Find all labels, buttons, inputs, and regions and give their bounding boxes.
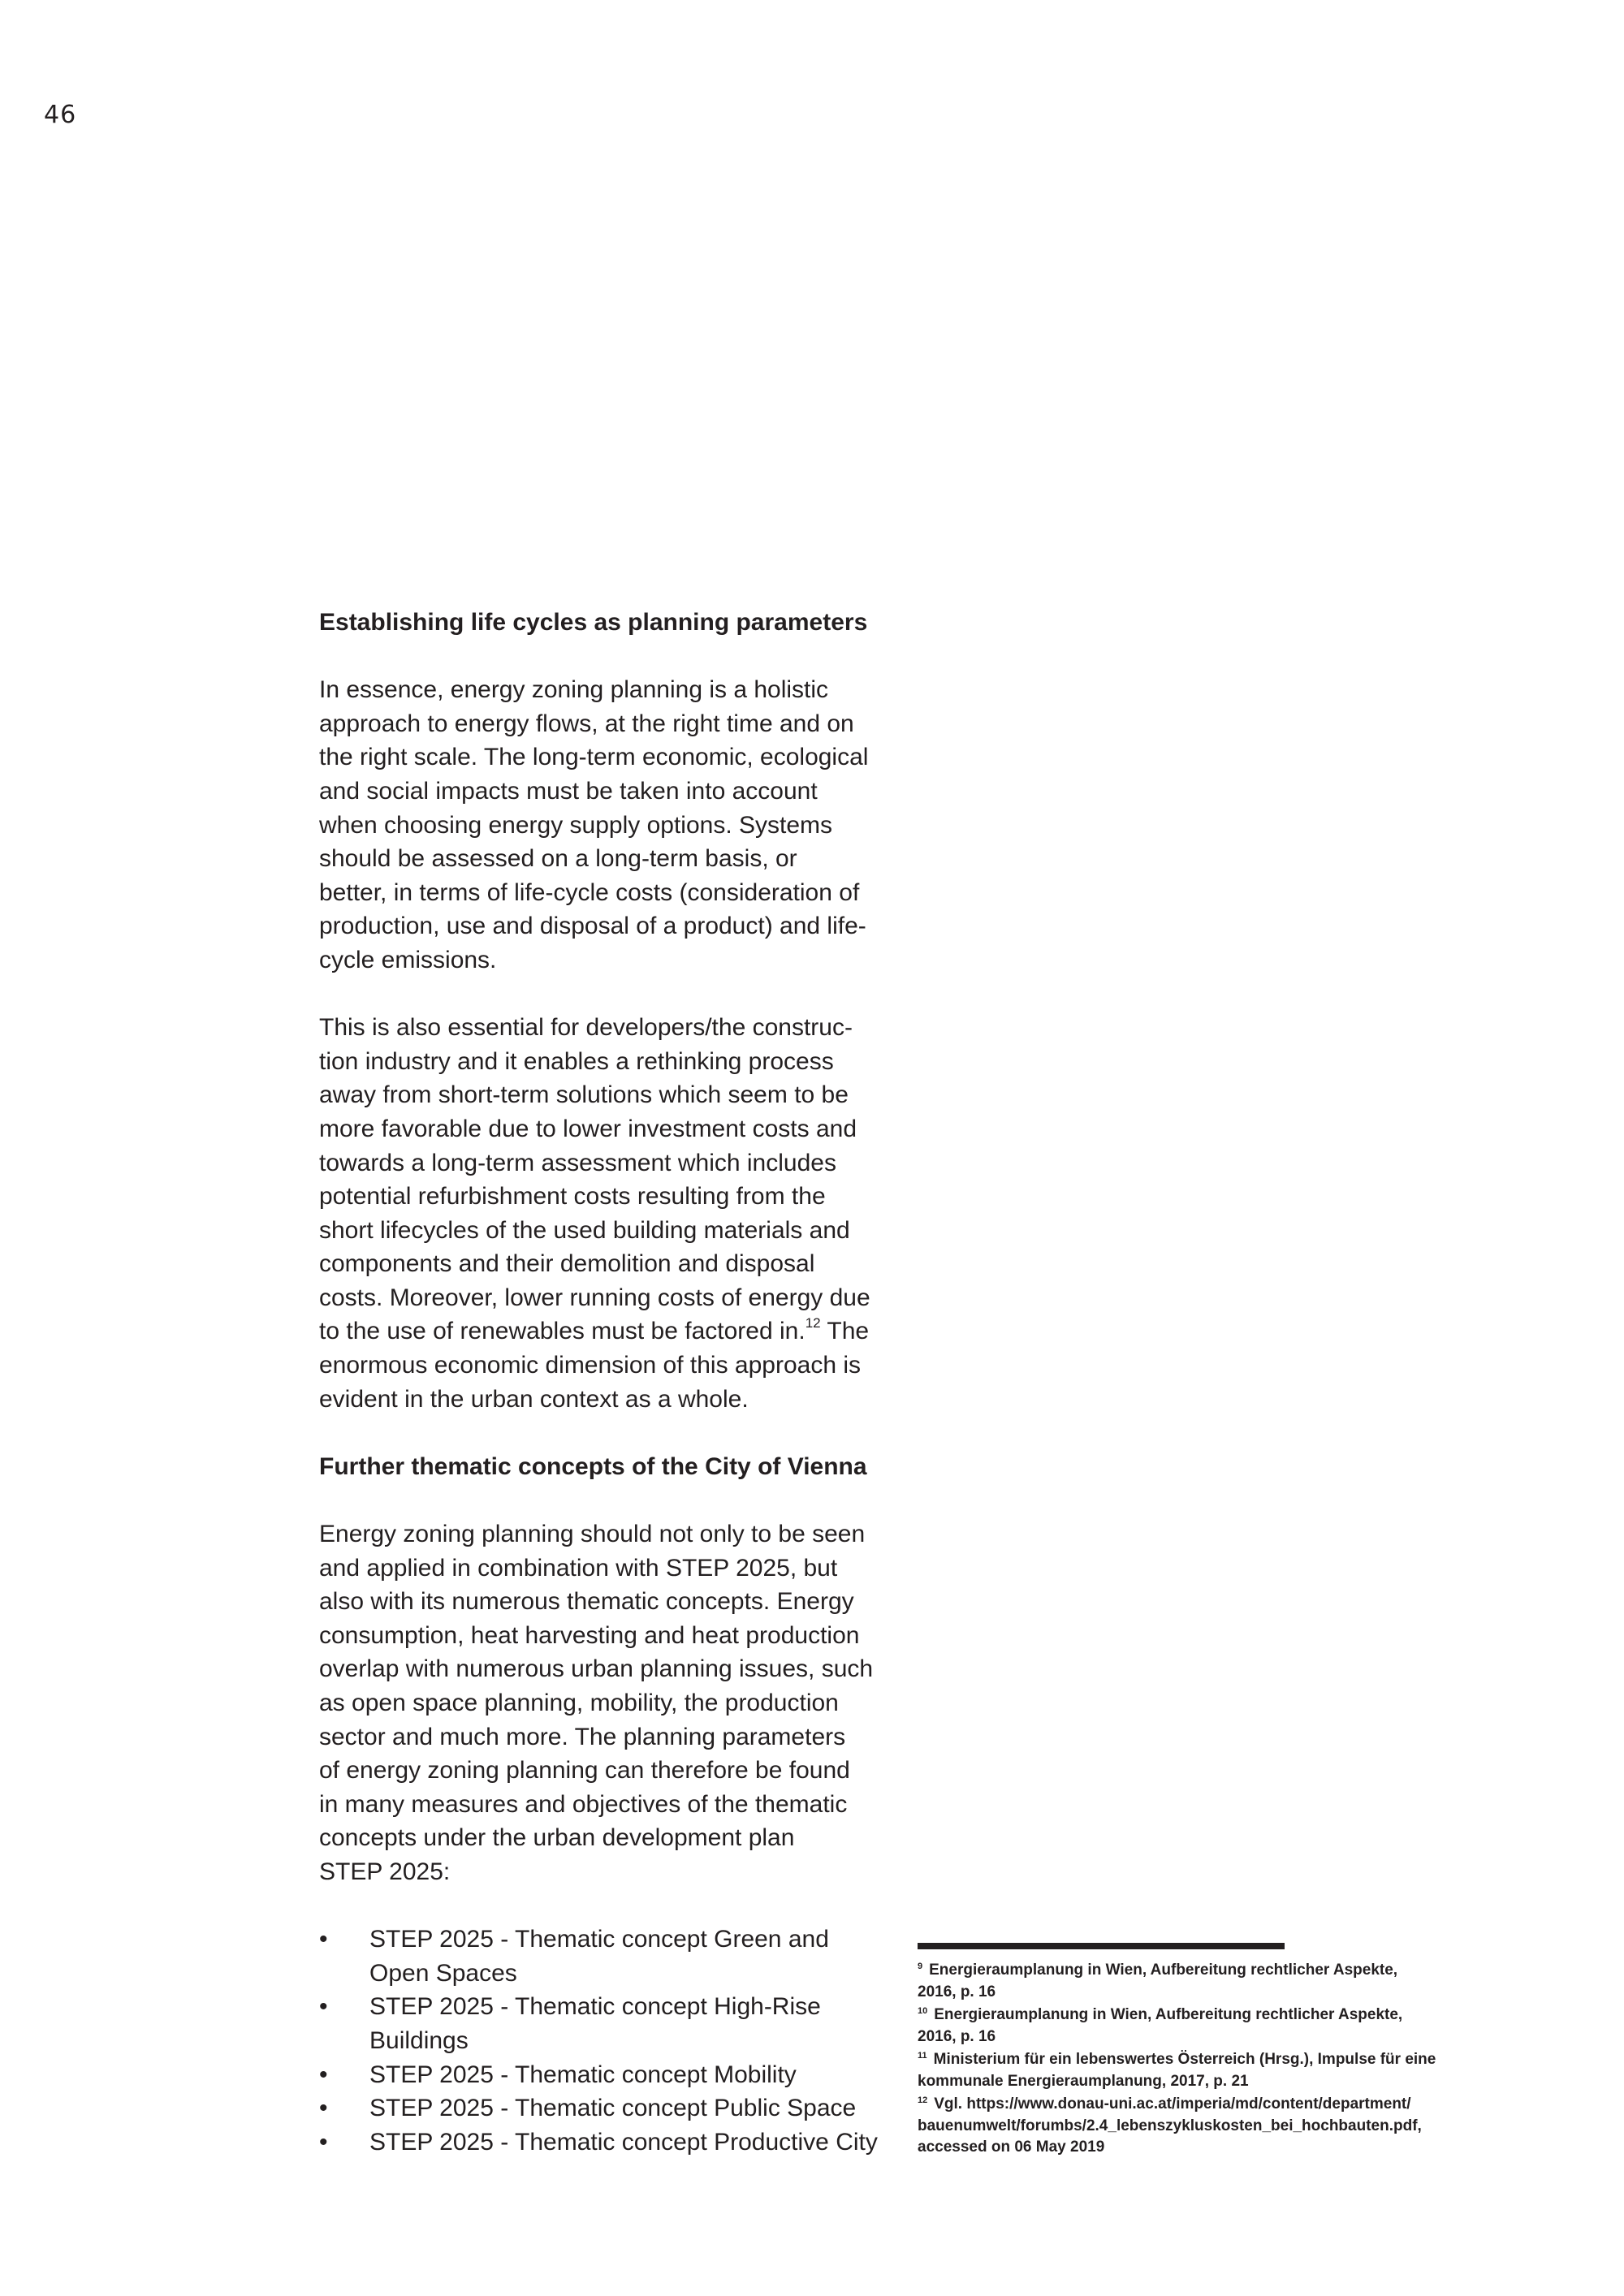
text-line: overlap with numerous urban planning issues, such <box>319 1655 874 1683</box>
text-line: short lifecycles of the used building materials and <box>319 1216 850 1244</box>
text-line: more favorable due to lower investment costs and <box>319 1115 857 1142</box>
text-line: sector and much more. The planning parameters <box>319 1723 846 1750</box>
footnote-text: Ministerium für ein lebenswertes Österreich (Hrsg.), Impulse für eine <box>933 2051 1436 2068</box>
bullet-icon: • <box>319 1926 328 1953</box>
paragraph-holistic-approach <box>319 673 888 977</box>
text-line: cycle emissions. <box>319 946 497 973</box>
thematic-concepts-list <box>319 1923 888 2159</box>
section-heading-thematic-concepts: Further thematic concepts of the City of Vienna <box>319 1452 867 1480</box>
paragraph-step-2025 <box>319 1517 888 1889</box>
footnote-number: 9 <box>918 1962 923 1971</box>
paragraph-developers <box>319 1011 888 1416</box>
text-line: STEP 2025: <box>319 1858 451 1885</box>
text-line: components and their demolition and disposal <box>319 1250 815 1278</box>
footnote-10 <box>918 2005 1502 2048</box>
footnote-number: 12 <box>918 2095 928 2105</box>
bullet-icon: • <box>319 2061 328 2088</box>
footnote-line: kommunale Energieraumplanung, 2017, p. 21 <box>918 2072 1249 2090</box>
footnote-line <box>918 2094 1502 2116</box>
text-segment: The <box>820 1318 870 1345</box>
footnote-12 <box>918 2094 1502 2159</box>
footnote-line: 2016, p. 16 <box>918 1983 996 2000</box>
text-line: also with its numerous thematic concepts. Energy <box>319 1588 854 1616</box>
list-item <box>319 1990 888 2057</box>
text-line: and social impacts must be taken into account <box>319 777 818 805</box>
list-item-text: STEP 2025 - Thematic concept High-Rise <box>369 1993 821 2021</box>
footnotes <box>918 1960 1502 2159</box>
footnote-number: 10 <box>918 2006 928 2016</box>
text-line: Energy zoning planning should not only to be seen <box>319 1521 866 1548</box>
text-line: production, use and disposal of a product) and life- <box>319 913 866 940</box>
text-line: should be assessed on a long-term basis, or <box>319 845 797 873</box>
list-item <box>319 1923 888 1990</box>
text-line: potential refurbishment costs resulting from the <box>319 1183 826 1211</box>
text-line: costs. Moreover, lower running costs of energy due <box>319 1284 870 1311</box>
text-line: evident in the urban context as a whole. <box>319 1385 749 1413</box>
page-number: 46 <box>44 101 77 129</box>
footnote-line: accessed on 06 May 2019 <box>918 2138 1105 2156</box>
text-line: better, in terms of life-cycle costs (consideration of <box>319 878 860 906</box>
footnote-divider <box>918 1943 1285 1949</box>
list-item-text: Open Spaces <box>369 1959 517 1987</box>
bullet-icon: • <box>319 2128 328 2156</box>
footnote-text: Vgl. https://www.donau-uni.ac.at/imperia/md/content/department/ <box>934 2095 1411 2113</box>
footnote-line <box>918 1960 1502 1982</box>
text-line-with-footnote-ref <box>319 1314 888 1349</box>
footnote-9 <box>918 1960 1502 2003</box>
text-line: consumption, heat harvesting and heat production <box>319 1621 860 1649</box>
footnote-line <box>918 2005 1502 2026</box>
footnote-reference-12: 12 <box>805 1315 821 1331</box>
list-item-text: STEP 2025 - Thematic concept Public Space <box>369 2095 857 2122</box>
footnote-text: Energieraumplanung in Wien, Aufbereitung rechtlicher Aspekte, <box>934 2006 1403 2023</box>
footnote-line: bauenumwelt/forumbs/2.4_lebenszykluskosten_bei_hochbauten.pdf, <box>918 2117 1422 2134</box>
list-item <box>319 2058 888 2092</box>
text-line: In essence, energy zoning planning is a holistic <box>319 676 829 704</box>
text-line: away from short-term solutions which seem to be <box>319 1081 849 1109</box>
section-heading-life-cycles: Establishing life cycles as planning parameters <box>319 609 868 636</box>
list-item <box>319 2126 888 2160</box>
text-line: when choosing energy supply options. Systems <box>319 811 833 839</box>
text-segment: to the use of renewables must be factored in. <box>319 1318 806 1345</box>
list-item-text: STEP 2025 - Thematic concept Green and <box>369 1926 829 1953</box>
text-line: the right scale. The long-term economic, ecological <box>319 744 869 771</box>
footnote-text: Energieraumplanung in Wien, Aufbereitung rechtlicher Aspekte, <box>929 1962 1398 1979</box>
text-line: in many measures and objectives of the thematic <box>319 1790 848 1818</box>
text-line: of energy zoning planning can therefore be found <box>319 1757 850 1785</box>
main-text-column <box>319 606 888 2159</box>
bullet-icon: • <box>319 2095 328 2122</box>
text-line: This is also essential for developers/the construc- <box>319 1014 853 1042</box>
list-item-text: Buildings <box>369 2026 469 2054</box>
footnote-line <box>918 2049 1502 2071</box>
text-line: concepts under the urban development plan <box>319 1824 795 1852</box>
text-line: tion industry and it enables a rethinking process <box>319 1047 834 1075</box>
text-line: approach to energy flows, at the right time and on <box>319 710 854 737</box>
footnote-number: 11 <box>918 2051 927 2061</box>
text-line: as open space planning, mobility, the production <box>319 1690 839 1716</box>
footnote-line: 2016, p. 16 <box>918 2027 996 2045</box>
list-item-text: STEP 2025 - Thematic concept Productive City <box>369 2128 878 2156</box>
list-item-text: STEP 2025 - Thematic concept Mobility <box>369 2061 797 2088</box>
text-line: enormous economic dimension of this approach is <box>319 1352 862 1379</box>
list-item <box>319 2091 888 2126</box>
text-line: towards a long-term assessment which includes <box>319 1149 836 1176</box>
footnote-11 <box>918 2049 1502 2092</box>
bullet-icon: • <box>319 1993 328 2021</box>
text-line: and applied in combination with STEP 2025, but <box>319 1554 838 1582</box>
